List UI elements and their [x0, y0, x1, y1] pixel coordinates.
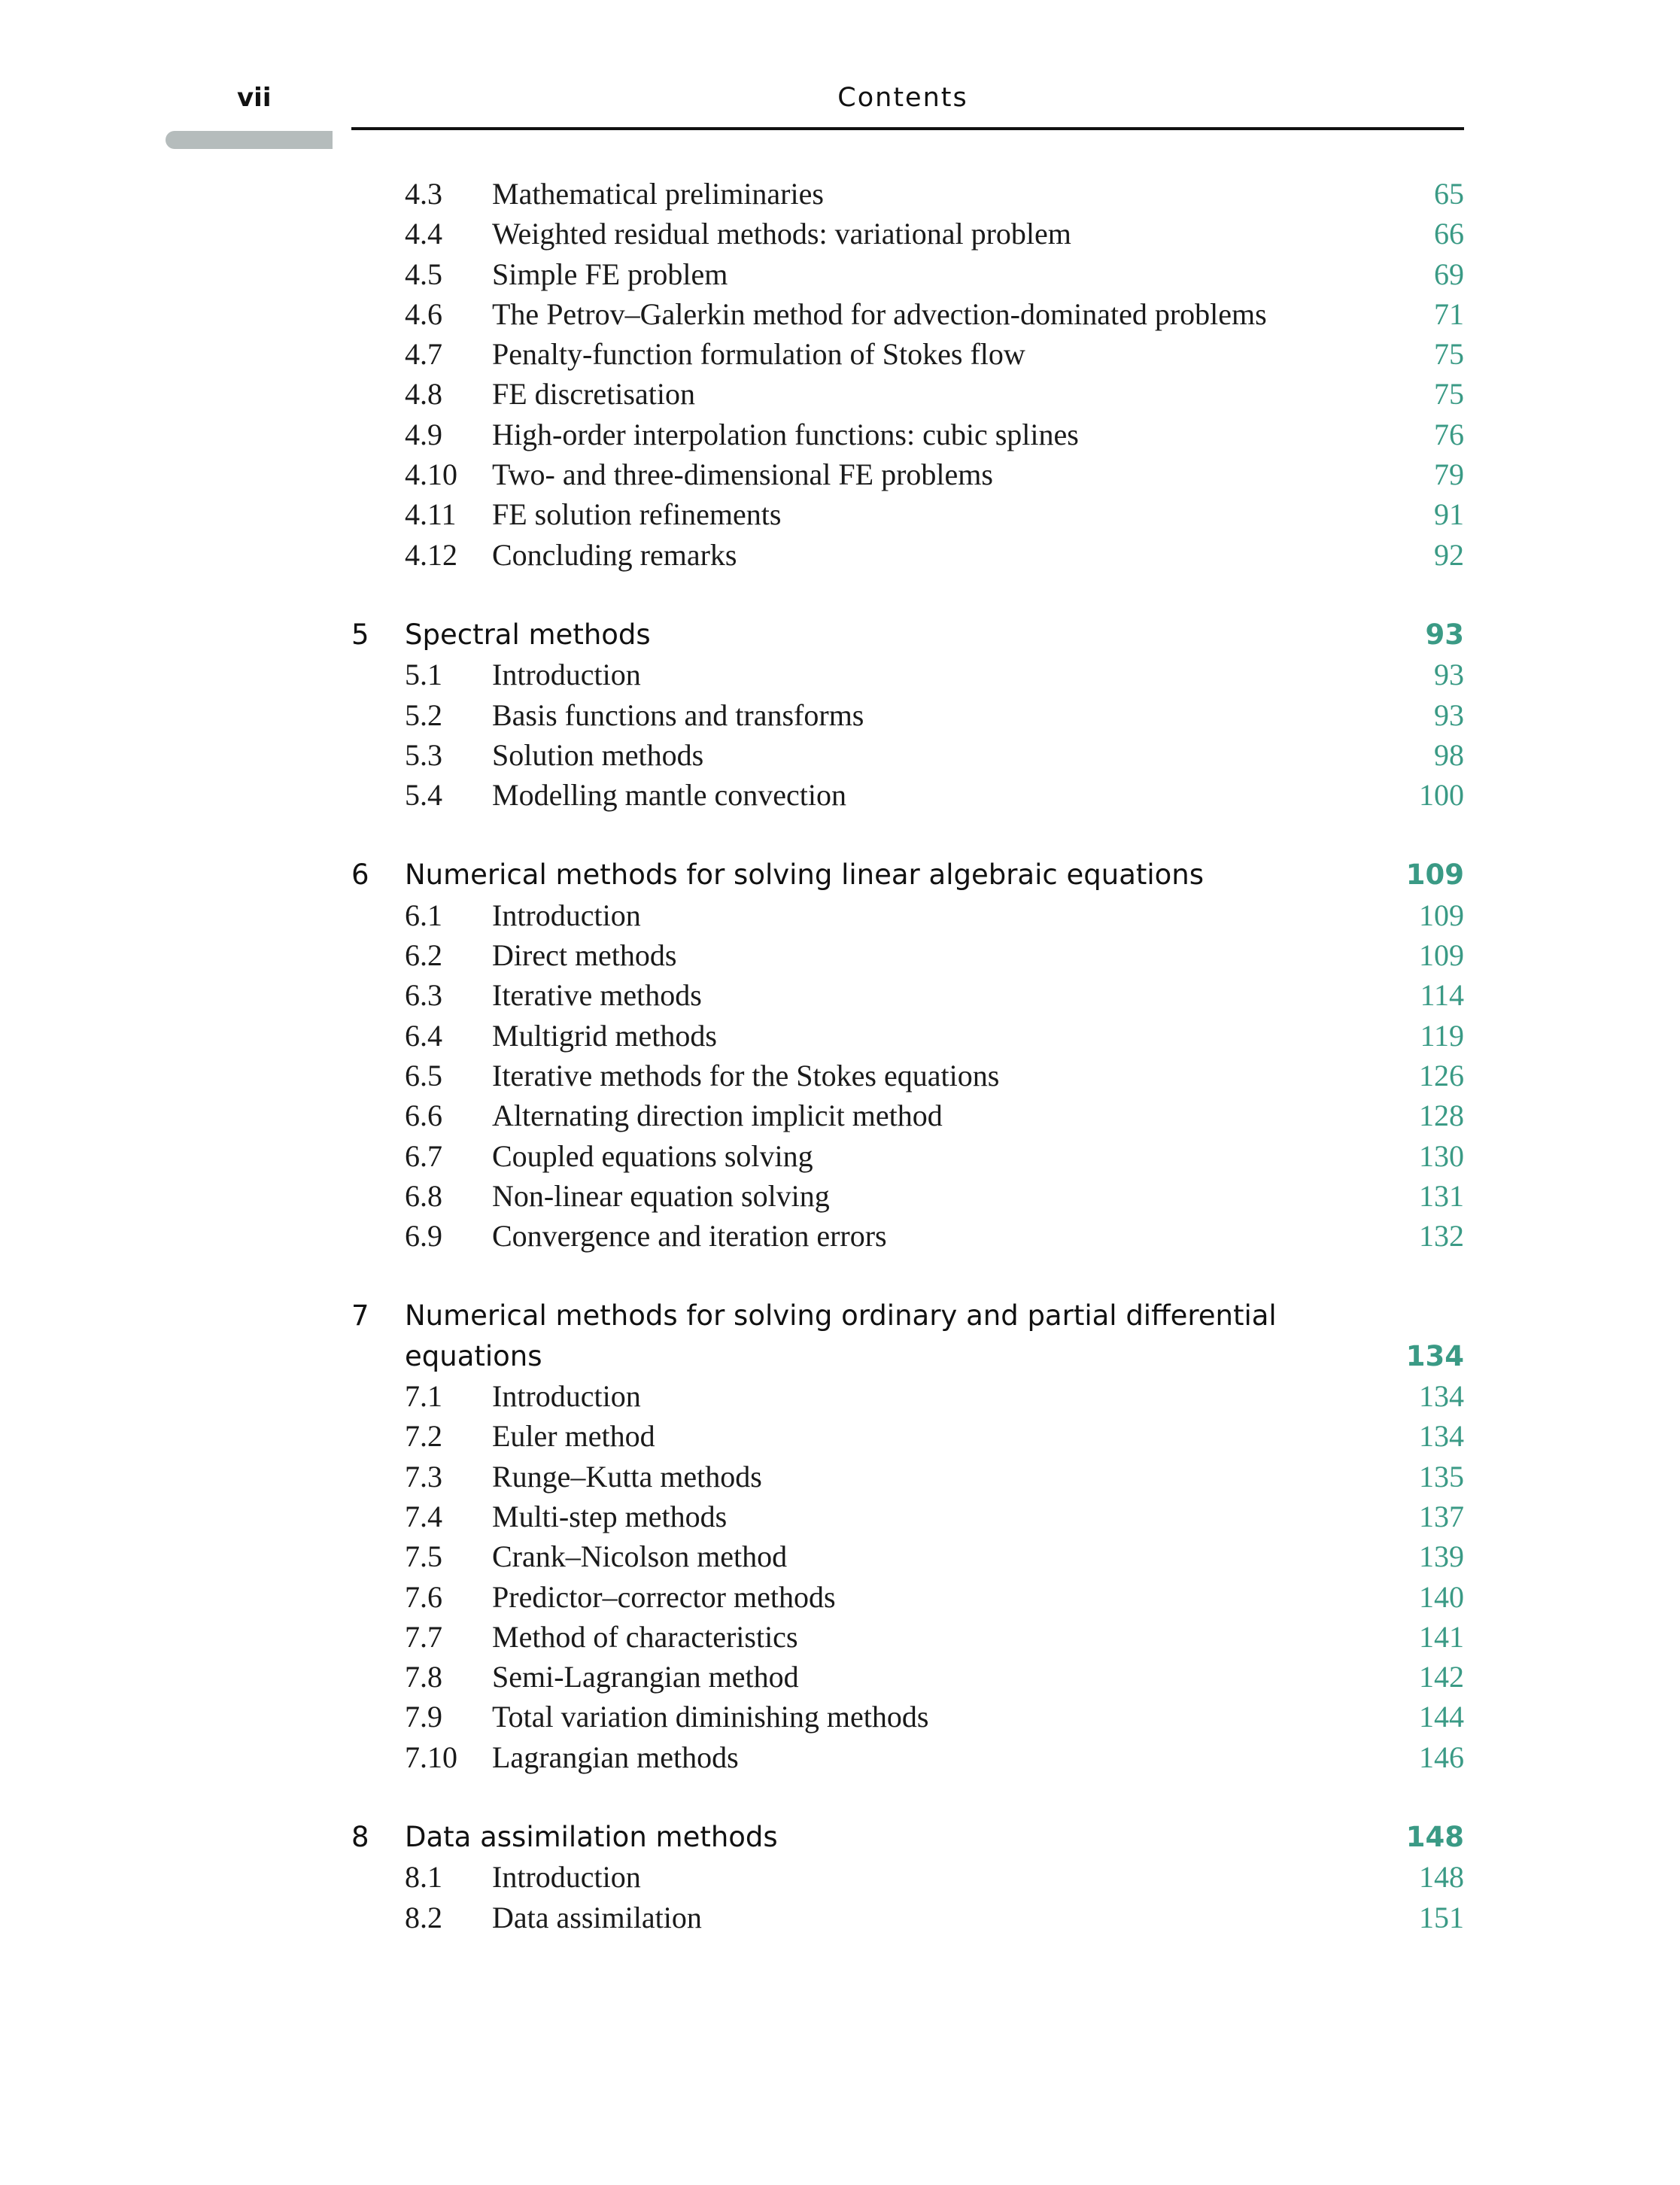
toc-entry[interactable] [0, 695, 1680, 735]
section-title: Introduction [492, 658, 641, 692]
section-title: Multi-step methods [492, 1499, 728, 1533]
header-rule [351, 127, 1464, 130]
section-page: 75 [1434, 337, 1464, 372]
chapter-heading[interactable] [0, 615, 1680, 655]
section-title: High-order interpolation functions: cubic splines [492, 417, 1079, 451]
section-page: 66 [1434, 217, 1464, 251]
folio-page-number: vii [237, 83, 272, 113]
section-page: 134 [1419, 1379, 1464, 1414]
section-title: FE solution refinements [492, 497, 782, 532]
chapter-number: 6 [351, 859, 369, 892]
toc-entry[interactable] [0, 1577, 1680, 1617]
section-page: 142 [1419, 1660, 1464, 1694]
section-title: Penalty-function formulation of Stokes flow [492, 337, 1025, 372]
toc-entry[interactable] [0, 1176, 1680, 1216]
toc-entry[interactable] [0, 415, 1680, 454]
toc-entry[interactable] [0, 975, 1680, 1015]
section-title: Concluding remarks [492, 537, 737, 572]
section-number: 7.9 [405, 1700, 442, 1734]
section-title: Modelling mantle convection [492, 778, 846, 813]
section-page: 144 [1419, 1700, 1464, 1734]
toc-entry[interactable] [0, 174, 1680, 214]
section-title: Simple FE problem [492, 257, 728, 291]
section-title: Basis functions and transforms [492, 697, 864, 732]
section-page: 148 [1419, 1860, 1464, 1895]
section-page: 130 [1419, 1138, 1464, 1173]
toc-entry[interactable] [0, 895, 1680, 935]
toc-entry[interactable] [0, 1737, 1680, 1777]
section-number: 8.2 [405, 1900, 442, 1934]
toc-entry[interactable] [0, 1457, 1680, 1497]
section-title: The Petrov–Galerkin method for advection-dominated problems [492, 296, 1267, 331]
section-number: 4.3 [405, 177, 442, 211]
section-page: 100 [1419, 778, 1464, 813]
section-number: 4.12 [405, 537, 457, 572]
chapter-number: 5 [351, 618, 369, 651]
grey-margin-tab [166, 131, 333, 149]
section-number: 4.6 [405, 296, 442, 331]
toc-entry[interactable] [0, 494, 1680, 534]
section-number: 4.8 [405, 377, 442, 412]
section-number: 8.1 [405, 1860, 442, 1895]
spacer [0, 1777, 1680, 1817]
section-page: 132 [1419, 1219, 1464, 1254]
section-title: Euler method [492, 1419, 655, 1454]
section-number: 5.4 [405, 778, 442, 813]
section-page: 65 [1434, 177, 1464, 211]
chapter-heading[interactable] [0, 855, 1680, 895]
section-title: Total variation diminishing methods [492, 1700, 929, 1734]
section-page: 114 [1420, 978, 1464, 1013]
chapter-title-line-1: Numerical methods for solving ordinary and partial differential [405, 1299, 1277, 1333]
spacer [0, 1256, 1680, 1296]
section-number: 4.5 [405, 257, 442, 291]
section-title: Iterative methods for the Stokes equations [492, 1058, 1000, 1092]
running-head [0, 0, 1680, 150]
section-title: Direct methods [492, 938, 677, 973]
section-page: 134 [1419, 1419, 1464, 1454]
toc-entry[interactable] [0, 535, 1680, 575]
chapter-number: 7 [351, 1299, 369, 1333]
section-page: 98 [1434, 737, 1464, 772]
chapter-page: 148 [1405, 1820, 1464, 1853]
section-title: Predictor–corrector methods [492, 1579, 836, 1614]
section-page: 109 [1419, 898, 1464, 932]
section-page: 141 [1419, 1619, 1464, 1654]
section-page: 71 [1434, 296, 1464, 331]
section-title: Introduction [492, 898, 641, 932]
section-title: Two- and three-dimensional FE problems [492, 457, 993, 492]
section-title: Alternating direction implicit method [492, 1099, 943, 1133]
toc-entry[interactable] [0, 735, 1680, 775]
section-title: Mathematical preliminaries [492, 177, 824, 211]
section-page: 91 [1434, 497, 1464, 532]
section-number: 6.3 [405, 978, 442, 1013]
section-page: 119 [1420, 1018, 1464, 1053]
toc-entry[interactable] [0, 775, 1680, 815]
section-title: Multigrid methods [492, 1018, 717, 1053]
toc-entry[interactable] [0, 655, 1680, 694]
chapter-heading-continued[interactable] [0, 1336, 1680, 1376]
toc-entry[interactable] [0, 1536, 1680, 1576]
chapter-heading[interactable] [0, 1296, 1680, 1336]
section-title: Iterative methods [492, 978, 702, 1013]
section-number: 6.5 [405, 1058, 442, 1092]
chapter-title: Data assimilation methods [405, 1820, 778, 1853]
section-title: Convergence and iteration errors [492, 1219, 887, 1254]
section-title: Data assimilation [492, 1900, 702, 1934]
section-page: 140 [1419, 1579, 1464, 1614]
section-title: Introduction [492, 1860, 641, 1895]
section-page: 135 [1419, 1459, 1464, 1494]
section-title: Solution methods [492, 737, 704, 772]
toc-entry[interactable] [0, 374, 1680, 414]
toc-entry[interactable] [0, 1657, 1680, 1697]
section-title: FE discretisation [492, 377, 695, 412]
section-number: 4.11 [405, 497, 457, 532]
section-page: 131 [1419, 1178, 1464, 1213]
toc-entry[interactable] [0, 1376, 1680, 1416]
section-page: 93 [1434, 658, 1464, 692]
section-page: 139 [1419, 1539, 1464, 1574]
section-number: 7.4 [405, 1499, 442, 1533]
running-title: Contents [837, 83, 968, 113]
toc-entry[interactable] [0, 254, 1680, 294]
section-number: 6.4 [405, 1018, 442, 1053]
toc-entry[interactable] [0, 935, 1680, 975]
section-title: Semi-Lagrangian method [492, 1660, 799, 1694]
section-page: 75 [1434, 377, 1464, 412]
section-page: 151 [1419, 1900, 1464, 1934]
table-of-contents [0, 174, 1680, 1937]
chapter-page: 93 [1425, 618, 1464, 651]
toc-entry[interactable] [0, 1096, 1680, 1135]
section-page: 126 [1419, 1058, 1464, 1092]
section-number: 7.10 [405, 1740, 457, 1774]
section-number: 4.4 [405, 217, 442, 251]
chapter-title: Spectral methods [405, 618, 651, 651]
section-number: 6.1 [405, 898, 442, 932]
chapter-page: 109 [1405, 859, 1464, 892]
chapter-heading[interactable] [0, 1817, 1680, 1857]
section-number: 5.1 [405, 658, 442, 692]
toc-entry[interactable] [0, 1898, 1680, 1937]
section-number: 4.7 [405, 337, 442, 372]
section-number: 6.6 [405, 1099, 442, 1133]
spacer [0, 575, 1680, 615]
section-title: Crank–Nicolson method [492, 1539, 788, 1574]
section-number: 6.8 [405, 1178, 442, 1213]
section-number: 7.6 [405, 1579, 442, 1614]
section-number: 6.9 [405, 1219, 442, 1254]
section-title: Runge–Kutta methods [492, 1459, 762, 1494]
section-number: 6.2 [405, 938, 442, 973]
chapter-number: 8 [351, 1820, 369, 1853]
section-number: 7.2 [405, 1419, 442, 1454]
section-number: 5.2 [405, 697, 442, 732]
toc-entry[interactable] [0, 1497, 1680, 1536]
section-page: 146 [1419, 1740, 1464, 1774]
chapter-page: 134 [1405, 1339, 1464, 1372]
section-page: 92 [1434, 537, 1464, 572]
section-page: 79 [1434, 457, 1464, 492]
toc-entry[interactable] [0, 1056, 1680, 1096]
section-number: 4.10 [405, 457, 457, 492]
toc-entry[interactable] [0, 214, 1680, 254]
section-number: 7.1 [405, 1379, 442, 1414]
section-number: 7.5 [405, 1539, 442, 1574]
toc-entry[interactable] [0, 1857, 1680, 1897]
section-page: 93 [1434, 697, 1464, 732]
toc-entry[interactable] [0, 1016, 1680, 1056]
section-number: 7.8 [405, 1660, 442, 1694]
toc-entry[interactable] [0, 294, 1680, 334]
section-title: Lagrangian methods [492, 1740, 739, 1774]
section-title: Weighted residual methods: variational problem [492, 217, 1071, 251]
section-page: 69 [1434, 257, 1464, 291]
toc-entry[interactable] [0, 1617, 1680, 1657]
toc-entry[interactable] [0, 454, 1680, 494]
section-title: Non-linear equation solving [492, 1178, 830, 1213]
toc-entry[interactable] [0, 1216, 1680, 1256]
toc-entry[interactable] [0, 1136, 1680, 1176]
toc-entry[interactable] [0, 1416, 1680, 1456]
spacer [0, 815, 1680, 855]
section-number: 6.7 [405, 1138, 442, 1173]
section-page: 128 [1419, 1099, 1464, 1133]
chapter-title: Numerical methods for solving linear algebraic equations [405, 859, 1205, 892]
chapter-title-line-2: equations [405, 1339, 542, 1372]
section-number: 7.7 [405, 1619, 442, 1654]
section-number: 5.3 [405, 737, 442, 772]
toc-entry[interactable] [0, 334, 1680, 374]
section-page: 76 [1434, 417, 1464, 451]
section-number: 7.3 [405, 1459, 442, 1494]
section-title: Coupled equations solving [492, 1138, 813, 1173]
section-page: 109 [1419, 938, 1464, 973]
section-page: 137 [1419, 1499, 1464, 1533]
toc-entry[interactable] [0, 1697, 1680, 1737]
section-title: Method of characteristics [492, 1619, 798, 1654]
section-title: Introduction [492, 1379, 641, 1414]
section-number: 4.9 [405, 417, 442, 451]
